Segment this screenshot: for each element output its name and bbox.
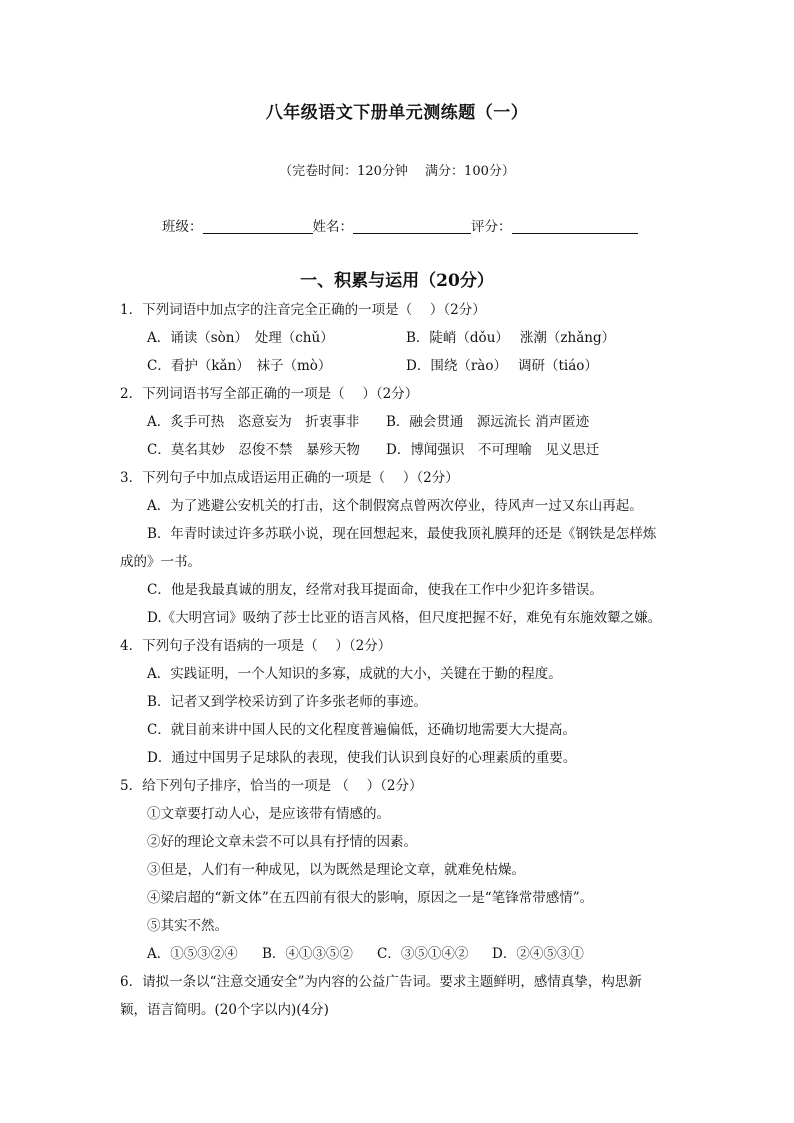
student-info-line: [162, 215, 638, 235]
question-5-option-b: B．④①③⑤②: [262, 946, 353, 962]
name-label: 姓名：: [312, 219, 353, 235]
question-2-stem: 2．下列词语书写全部正确的一项是（ ）（2分）: [120, 386, 419, 402]
question-1-option-d: D．围绕（rào） 调研（tiáo）: [406, 358, 598, 374]
question-5-sentence-1: ①文章要打动人心，是应该带有情感的。: [147, 806, 390, 822]
question-4-stem: 4．下列句子没有语病的一项是（ ）（2分）: [120, 638, 392, 654]
question-6-line2: 颖，语言简明。(20个字以内)(4分): [120, 1002, 329, 1018]
score-label: 评分：: [471, 219, 512, 235]
score-blank[interactable]: [512, 219, 638, 234]
question-5-sentence-3: ③但是，人们有一种成见，以为既然是理论文章，就难免枯燥。: [147, 862, 525, 878]
question-5-sentence-4: ④梁启超的“新文体”在五四前有很大的影响，原因之一是“笔锋常带感情”。: [147, 890, 594, 906]
question-2-option-a: A．炙手可热 恣意妄为 折衷事非: [147, 414, 360, 430]
question-1-stem: 1．下列词语中加点字的注音完全正确的一项是（ ）（2分）: [120, 302, 486, 318]
question-3-option-a: A．为了逃避公安机关的打击，这个制假窝点曾两次停业，待风声一过又东山再起。: [147, 498, 643, 514]
section-heading: 一、积累与运用（20分）: [300, 271, 494, 291]
question-2-option-c: C．莫名其妙 忍俊不禁 暴殄天物: [147, 442, 360, 458]
question-2-option-d: D．博闻强识 不可理喻 见义思迁: [386, 442, 600, 458]
question-1-option-a: A．诵读（sòn） 处理（chǔ）: [147, 330, 334, 346]
question-3-option-c: C．他是我最真诚的朋友，经常对我耳提面命，使我在工作中少犯许多错误。: [147, 582, 603, 598]
question-1-option-b: B．陡峭（dǒu） 涨潮（zhǎng）: [406, 330, 616, 346]
question-5-option-c: C．③⑤①④②: [377, 946, 469, 962]
class-label: 班级：: [162, 219, 203, 235]
question-5-stem: 5．给下列句子排序，恰当的一项是 （ ）（2分）: [120, 778, 423, 794]
exam-time-score: （完卷时间：120分钟 满分：100分）: [279, 164, 515, 179]
question-6-line1: 6．请拟一条以“注意交通安全”为内容的公益广告词。要求主题鲜明，感情真挚，构思新: [120, 974, 642, 990]
question-1-option-c: C．看护（kǎn） 袜子（mò）: [147, 358, 332, 374]
question-4-option-d: D．通过中国男子足球队的表现，使我们认识到良好的心理素质的重要。: [147, 750, 577, 766]
question-3-option-b-line2: 成的》一书。: [120, 554, 201, 570]
question-2-option-b: B．融会贯通 源远流长 消声匿迹: [386, 414, 590, 430]
question-5-option-d: D．②④⑤③①: [492, 946, 584, 962]
question-3-option-b-line1: B．年青时读过许多苏联小说，现在回想起来，最使我顶礼膜拜的还是《钢铁是怎样炼: [147, 526, 657, 542]
name-blank[interactable]: [353, 219, 471, 234]
question-3-stem: 3．下列句子中加点成语运用正确的一项是（ ）（2分）: [120, 470, 459, 486]
question-3-option-d: D.《大明宫词》吸纳了莎士比亚的语言风格，但尺度把握不好，难免有东施效颦之嫌。: [147, 610, 662, 626]
exam-title: 八年级语文下册单元测练题（一）: [265, 103, 529, 123]
class-blank[interactable]: [203, 219, 313, 234]
question-5-sentence-5: ⑤其实不然。: [147, 918, 228, 934]
question-4-option-a: A．实践证明，一个人知识的多寡，成就的大小，关键在于勤的程度。: [147, 666, 562, 682]
question-5-option-a: A．①⑤③②④: [147, 946, 238, 962]
question-5-sentence-2: ②好的理论文章未尝不可以具有抒情的因素。: [147, 834, 417, 850]
question-4-option-b: B．记者又到学校采访到了许多张老师的事迹。: [147, 694, 427, 710]
question-4-option-c: C．就目前来讲中国人民的文化程度普遍偏低，还确切地需要大大提高。: [147, 722, 576, 738]
